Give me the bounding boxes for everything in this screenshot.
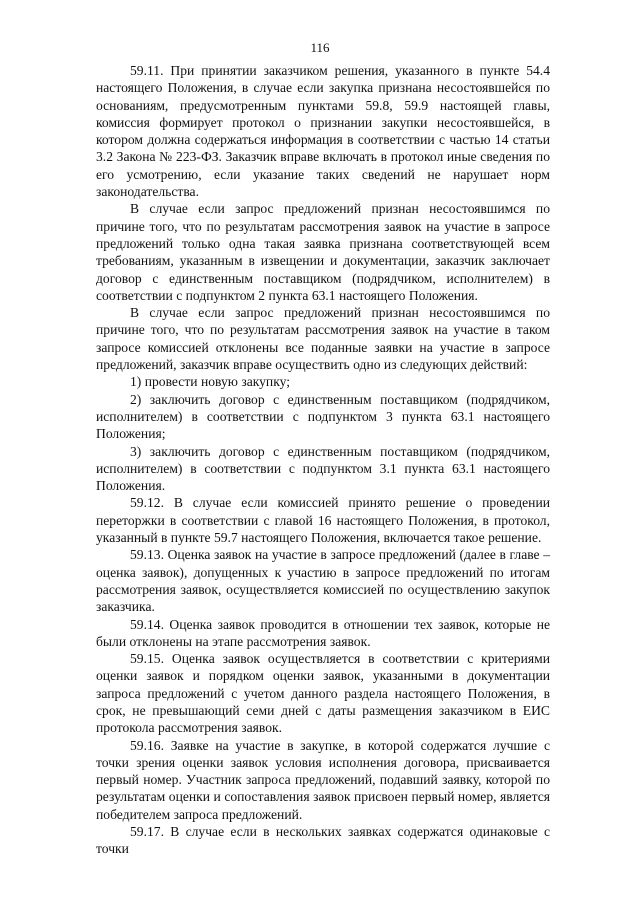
paragraph-59-16: 59.16. Заявке на участие в закупке, в которой содержатся лучшие с точки зрения оценки заявок условия исполнения договора, присваивается первый номер. Участник запроса предложений, подавший заявку, которой по результатам оценки и сопоставления заявок присвоен первый номер, является победителем запроса предложений. bbox=[96, 737, 550, 822]
paragraph-59-15: 59.15. Оценка заявок осуществляется в соответствии с критериями оценки заявок и порядком оценки заявок, указанными в документации запроса предложений с учетом данного раздела настоящего Положения, в срок, не превышающий семи дней с даты размещения заказчиком в ЕИС протокола рассмотрения заявок. bbox=[96, 651, 550, 736]
paragraph-all-rejected: В случае если запрос предложений признан несостоявшимся по причине того, что по результатам рассмотрения заявок на участие в таком запросе комиссией отклонены все поданные заявки на участие в запросе предложений, заказчик вправе осуществить одно из следующих действий: bbox=[96, 305, 550, 373]
paragraph-59-13: 59.13. Оценка заявок на участие в запросе предложений (далее в главе – оценка заявок), допущенных к участию в запросе предложений по итогам рассмотрения заявок, осуществляется комиссией по осуществлению закупок заказчика. bbox=[96, 547, 550, 615]
paragraph-59-11: 59.11. При принятии заказчиком решения, указанного в пункте 54.4 настоящего Положения, в случае если закупка признана несостоявшейся по основаниям, предусмотренным пунктами 59.8, 59.9 настоящей главы, комиссия формирует протокол о признании закупки несостоявшейся, в котором должна содержаться информация в соответствии с частью 14 статьи 3.2 Закона № 223-ФЗ. Заказчик вправе включать в протокол иные сведения по его усмотрению, если указание таких сведений не нарушает норм законодательства. bbox=[96, 63, 550, 200]
page-number: 116 bbox=[310, 40, 330, 55]
paragraph-59-12: 59.12. В случае если комиссией принято решение о проведении переторжки в соответствии с главой 16 настоящего Положения, в протокол, указанный в пункте 59.7 настоящего Положения, включается такое решение. bbox=[96, 495, 550, 546]
list-item-contract-sub3-1: 3) заключить договор с единственным поставщиком (подрядчиком, исполнителем) в соответствии с подпунктом 3.1 пункта 63.1 настоящего Положения. bbox=[96, 443, 550, 494]
list-item-new-purchase: 1) провести новую закупку; bbox=[130, 374, 291, 390]
document-body bbox=[96, 62, 550, 858]
list-item-contract-sub3: 2) заключить договор с единственным поставщиком (подрядчиком, исполнителем) в соответствии с подпунктом 3 пункта 63.1 настоящего Положения; bbox=[96, 391, 550, 442]
paragraph-single-bid: В случае если запрос предложений признан несостоявшимся по причине того, что по результатам рассмотрения заявок на участие в запросе предложений только одна такая заявка признана соответствующей всем требованиям, указанным в извещении и документации, заказчик заключает договор с единственным поставщиком (подрядчиком, исполнителем) в соответствии с подпунктом 2 пункта 63.1 настоящего Положения. bbox=[96, 201, 550, 303]
paragraph-59-14: 59.14. Оценка заявок проводится в отношении тех заявок, которые не были отклонены на этапе рассмотрения заявок. bbox=[96, 616, 550, 649]
paragraph-59-17: 59.17. В случае если в нескольких заявках содержатся одинаковые с точки bbox=[96, 824, 550, 857]
